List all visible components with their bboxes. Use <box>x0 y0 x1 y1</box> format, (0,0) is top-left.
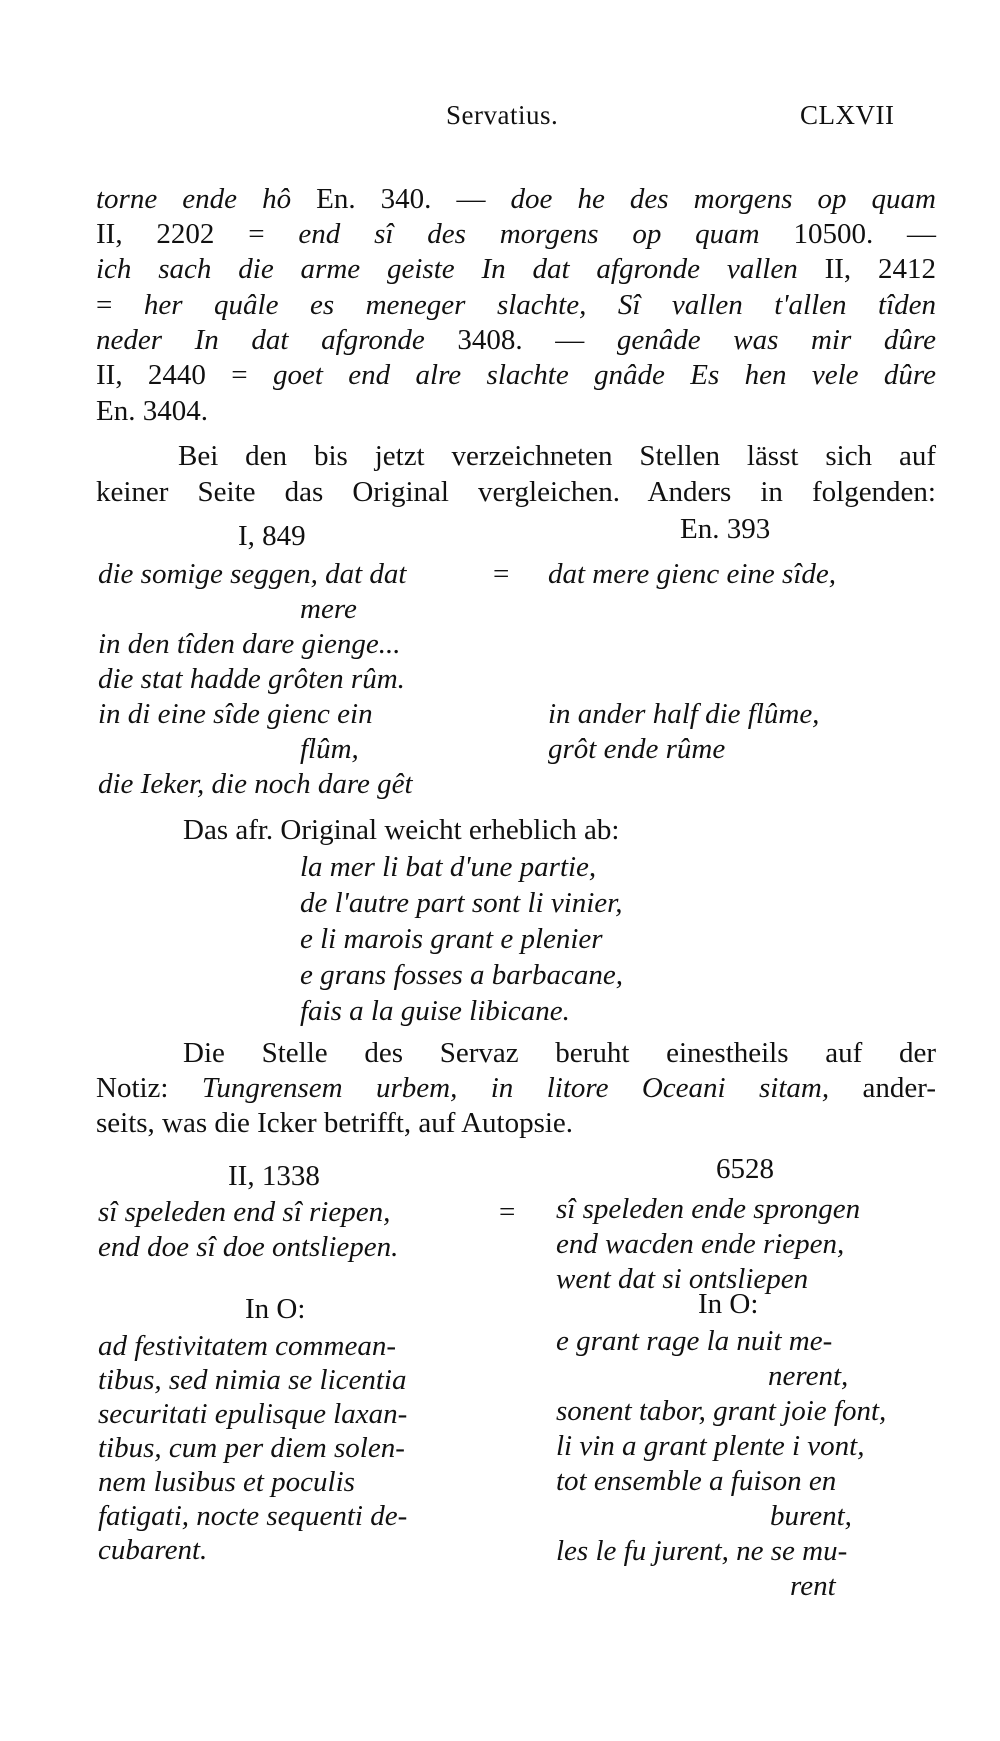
right-verse-line: dat mere gienc eine sîde, <box>548 558 837 590</box>
roman-text: 3408. — <box>457 324 617 356</box>
afr-intro: Das afr. Original weicht erheblich ab: <box>183 814 620 846</box>
afr-verse-line: e grans fosses a barbacane, <box>300 959 624 991</box>
right-verse-line: tot ensemble a fuison en <box>556 1465 837 1497</box>
italic-text: neder In dat afgronde <box>96 324 458 356</box>
running-head-title: Servatius. <box>446 100 559 130</box>
left-verse-line: in di eine sîde gienc ein <box>98 698 373 730</box>
equals-sign: = <box>499 1196 516 1228</box>
page-number: CLXVII <box>800 100 895 130</box>
text-line <box>96 395 936 428</box>
text-line <box>96 289 936 322</box>
right-verse-line: rent <box>790 1570 836 1602</box>
left-verse-line: die somige seggen, dat dat <box>98 558 407 590</box>
italic-text: her quâle es meneger slachte, Sî vallen t'allen tîden <box>143 289 936 321</box>
right-reference: 6528 <box>716 1153 774 1185</box>
right-verse-line: sonent tabor, grant joie font, <box>556 1395 887 1427</box>
right-verse-line: went dat si ontsliepen <box>556 1263 809 1295</box>
right-verse-line: burent, <box>770 1500 852 1532</box>
left-verse-line: flûm, <box>300 733 359 765</box>
text-line <box>96 218 936 251</box>
equals-sign: = <box>493 558 510 590</box>
left-reference: I, 849 <box>238 520 306 552</box>
left-verse-line: cubarent. <box>98 1534 208 1566</box>
italic-text: Tungrensem urbem, in litore Oceani sitam, <box>201 1072 830 1104</box>
left-verse-line: tibus, cum per diem solen- <box>98 1432 405 1464</box>
right-verse-line: grôt ende rûme <box>548 733 726 765</box>
paragraph-line: Bei den bis jetzt verzeichneten Stellen lässt sich auf <box>178 440 936 472</box>
text-line <box>96 253 936 286</box>
right-verse-line: li vin a grant plente i vont, <box>556 1430 865 1462</box>
roman-text: seits, was die Icker betrifft, auf Autopsie. <box>96 1107 574 1139</box>
left-verse-line: tibus, sed nimia se licentia <box>98 1364 407 1396</box>
left-verse-line: mere <box>300 593 357 625</box>
text-line <box>96 324 936 357</box>
afr-verse-line: la mer li bat d'une partie, <box>300 851 597 883</box>
paragraph-line: keiner Seite das Original vergleichen. Anders in folgenden: <box>96 476 936 508</box>
roman-text: Die Stelle des Servaz beruht einestheils auf der <box>183 1037 936 1069</box>
italic-text: torne ende hô <box>96 183 317 215</box>
right-verse-line: nerent, <box>768 1360 849 1392</box>
left-verse-line: die stat hadde grôten rûm. <box>98 663 405 695</box>
left-verse-line: securitati epulisque laxan- <box>98 1398 408 1430</box>
text-line <box>96 183 936 216</box>
italic-text: goet end alre slachte gnâde Es hen vele dûre <box>273 359 937 391</box>
left-verse-line: ad festivitatem commean- <box>98 1330 396 1362</box>
left-verse-line: end doe sî doe ontsliepen. <box>98 1231 399 1263</box>
left-heading: In O: <box>245 1293 306 1325</box>
italic-text: genâde was mir dûre <box>616 324 936 356</box>
italic-text: ich sach die arme geiste In dat afgronde vallen <box>96 253 825 285</box>
right-reference: En. 393 <box>680 513 771 545</box>
afr-verse-line: fais a la guise libicane. <box>300 995 570 1027</box>
right-verse-line: les le fu jurent, ne se mu- <box>556 1535 848 1567</box>
italic-text: doe he des morgens op quam <box>510 183 936 215</box>
paragraph-line <box>183 1037 936 1070</box>
left-verse-line: in den tîden dare gienge... <box>98 628 401 660</box>
roman-text: ander- <box>829 1072 936 1104</box>
roman-text: II, 2412 <box>824 253 936 285</box>
right-verse-line: in ander half die flûme, <box>548 698 820 730</box>
paragraph-line <box>96 1107 936 1140</box>
left-verse-line: fatigati, nocte sequenti de- <box>98 1500 408 1532</box>
text-line <box>96 359 936 392</box>
paragraph-line <box>96 1072 936 1105</box>
right-verse-line: end wacden ende riepen, <box>556 1228 845 1260</box>
roman-text: II, 2202 = <box>96 218 299 250</box>
afr-verse-line: e li marois grant e plenier <box>300 923 603 955</box>
afr-verse-line: de l'autre part sont li vinier, <box>300 887 623 919</box>
left-verse-line: die Ieker, die noch dare gêt <box>98 768 413 800</box>
italic-text: end sî des morgens op quam <box>298 218 760 250</box>
roman-text: Notiz: <box>96 1072 202 1104</box>
roman-text: II, 2440 = <box>96 359 274 391</box>
left-reference: II, 1338 <box>228 1160 320 1192</box>
roman-text: En. 340. — <box>316 183 511 215</box>
roman-text: En. 3404. <box>96 395 208 427</box>
left-verse-line: sî speleden end sî riepen, <box>98 1196 391 1228</box>
right-heading: In O: <box>698 1288 759 1320</box>
roman-text: 10500. — <box>759 218 937 250</box>
right-verse-line: sî speleden ende sprongen <box>556 1193 861 1225</box>
left-verse-line: nem lusibus et poculis <box>98 1466 355 1498</box>
roman-text: = <box>96 289 144 321</box>
right-verse-line: e grant rage la nuit me- <box>556 1325 833 1357</box>
